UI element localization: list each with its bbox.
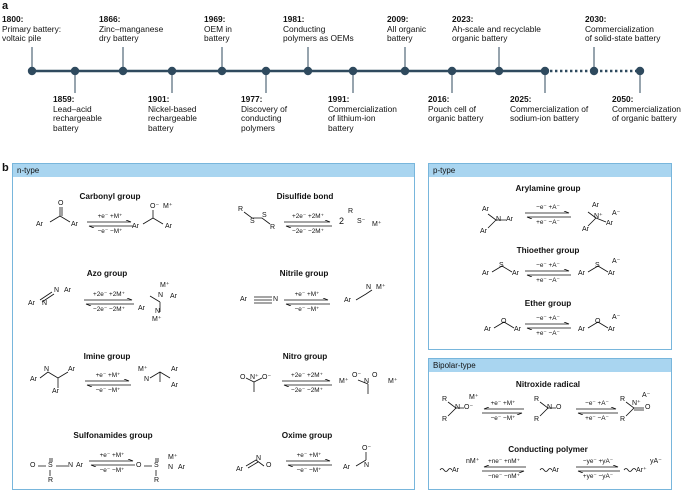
timeline-below-6-dot	[636, 67, 644, 75]
timeline-above-3-dot	[304, 67, 312, 75]
nitroxide-oxidation-rxn: −e⁻ +A⁻ +e⁻ −A⁻	[576, 400, 618, 422]
nitroxide-a-minus: A⁻	[642, 392, 651, 399]
polymer-ar-plus: Ar⁺	[636, 467, 647, 474]
nitroxide-r-6: R	[620, 416, 626, 423]
carbonyl-ar-1: Ar	[36, 221, 43, 228]
ether-o-plus: O	[595, 318, 601, 325]
event-1866: 1866: Zinc–manganese dry battery	[99, 14, 164, 44]
nitrile-rxn: +e⁻ +M⁺ −e⁻ −M⁺	[284, 291, 330, 313]
azo-m-plus-2: M⁺	[152, 316, 162, 323]
ether-a-minus: A⁻	[612, 314, 621, 321]
timeline-above-0-dot	[28, 67, 36, 75]
nitroxide-n-2: N	[547, 404, 553, 411]
thioether-ar-1: Ar	[482, 270, 489, 277]
imine-ar-1: Ar	[30, 376, 37, 383]
timeline-above-1-dot	[119, 67, 127, 75]
event-2023: 2023: Ah-scale and recyclable organic battery	[452, 14, 541, 44]
nitroxide-r-2: R	[442, 416, 448, 423]
polymer-ar-1: Ar	[452, 467, 459, 474]
nitrile-title: Nitrile group	[279, 269, 329, 278]
thioether-rxn: −e⁻ +A⁻ +e⁻ −A⁻	[525, 262, 571, 284]
event-1969: 1969: OEM in battery	[204, 14, 232, 44]
nitroxide-n-plus: N⁺	[632, 400, 641, 407]
imine-ar-4: Ar	[171, 366, 178, 373]
event-2016: 2016: Pouch cell of organic battery	[428, 94, 484, 124]
ether-title: Ether group	[524, 299, 572, 308]
azo-n-2: N	[54, 287, 60, 294]
azo-rxn: +2e⁻ +2M⁺ −2e⁻ −2M⁺	[84, 291, 134, 313]
sulfonamide-r-1: R	[48, 477, 54, 484]
azo-title: Azo group	[86, 269, 128, 278]
timeline-above-6-dot	[590, 67, 598, 75]
nitro-title: Nitro group	[282, 352, 328, 361]
timeline-below-5-dot	[541, 67, 549, 75]
carbonyl-o: O	[58, 200, 64, 207]
sulfonamides-title: Sulfonamides group	[73, 431, 153, 440]
nitroxide-r-4: R	[534, 416, 540, 423]
azo-n-1: N	[42, 300, 48, 307]
disulfide-r-2: R	[270, 224, 276, 231]
oxime-o-1: O	[266, 462, 272, 469]
disulfide-s-minus: S⁻	[357, 218, 366, 225]
thioether-ar-4: Ar	[608, 270, 615, 277]
oxime-n-1: N	[256, 455, 262, 462]
imine-n: N	[44, 366, 50, 373]
arylamine-ar-5: Ar	[606, 220, 613, 227]
sulfonamide-s-2: S	[154, 462, 159, 469]
disulfide-s-2: S	[262, 212, 267, 219]
timeline-below-3-dot	[349, 67, 357, 75]
disulfide-s-1: S	[250, 218, 255, 225]
imine-title: Imine group	[83, 352, 131, 361]
ether-o-1: O	[501, 318, 507, 325]
ether-rxn: −e⁻ +A⁻ +e⁻ −A⁻	[525, 315, 571, 337]
carbonyl-m-plus: M⁺	[163, 203, 173, 210]
arylamine-ar-2: Ar	[506, 216, 513, 223]
arylamine-n-plus: N⁺	[594, 213, 603, 220]
thioether-title: Thioether group	[516, 246, 580, 255]
oxime-title: Oxime group	[281, 431, 333, 440]
nitroxide-o-3: O	[645, 404, 651, 411]
carbonyl-ar-3: Ar	[132, 223, 139, 230]
nitro-o-minus-2: O⁻	[352, 372, 362, 379]
sulfonamide-n-2: N	[168, 464, 174, 471]
nitroxide-o-minus: O⁻	[464, 404, 474, 411]
imine-rxn: +e⁻ +M⁺ −e⁻ −M⁺	[85, 372, 131, 394]
timeline-above-4-dot	[401, 67, 409, 75]
sulfonamide-o-2: O	[136, 462, 142, 469]
sulfonamides-rxn: +e⁻ +M⁺ −e⁻ −M⁺	[89, 452, 135, 474]
nitro-n: N	[364, 378, 370, 385]
arylamine-ar-4: Ar	[592, 202, 599, 209]
sulfonamide-n-1: N	[68, 462, 74, 469]
azo-ar-3: Ar	[170, 293, 177, 300]
panel-a-label: a	[2, 0, 9, 12]
sulfonamide-r-2: R	[154, 477, 160, 484]
timeline-below-2-dot	[262, 67, 270, 75]
imine-n-minus: N	[144, 376, 150, 383]
conducting-polymer-title: Conducting polymer	[508, 445, 588, 454]
carbonyl-rxn: +e⁻ +M⁺ −e⁻ −M⁺	[87, 213, 133, 235]
nitroxide-title: Nitroxide radical	[515, 380, 581, 389]
nitrile-n-minus: N	[366, 284, 372, 291]
imine-ar-3: Ar	[52, 388, 59, 395]
sulfonamide-s-1: S	[48, 462, 53, 469]
nitro-n-plus: N⁺	[250, 374, 259, 381]
sulfonamide-m-plus: M⁺	[168, 454, 178, 461]
carbonyl-title: Carbonyl group	[79, 192, 141, 201]
nitroxide-m-plus: M⁺	[469, 394, 479, 401]
bipolar-type-header: Bipolar-type	[429, 359, 671, 372]
disulfide-r-3: R	[348, 208, 354, 215]
nitro-m-plus-2: M⁺	[388, 378, 398, 385]
imine-m-plus: M⁺	[138, 366, 148, 373]
nitroxide-reduction-rxn: +e⁻ +M⁺ −e⁻ −M⁺	[482, 400, 524, 422]
timeline-below-0-dot	[71, 67, 79, 75]
polymer-oxidation-rxn: −ye⁻ +yA⁻ +ye⁻ −yA⁻	[576, 458, 620, 480]
nitroxide-r-3: R	[534, 396, 540, 403]
ether-ar-1: Ar	[484, 326, 491, 333]
nitrile-m-plus: M⁺	[376, 284, 386, 291]
nitrile-ar-1: Ar	[240, 296, 247, 303]
nitro-rxn: +2e⁻ +2M⁺ −2e⁻ −2M⁺	[282, 372, 332, 394]
event-2050: 2050: Commercialization of organic battery	[612, 94, 681, 124]
imine-ar-5: Ar	[171, 382, 178, 389]
sulfonamide-ar-1: Ar	[76, 462, 83, 469]
timeline-below-4-dot	[448, 67, 456, 75]
polymer-n-m-plus: nM⁺	[466, 458, 480, 465]
event-1800: 1800: Primary battery: voltaic pile	[2, 14, 62, 44]
carbonyl-ar-2: Ar	[71, 221, 78, 228]
timeline-above-5-dot	[495, 67, 503, 75]
n-type-header: n-type	[13, 164, 414, 177]
timeline-above-2-dot	[218, 67, 226, 75]
arylamine-ar-6: Ar	[582, 226, 589, 233]
event-1977: 1977: Discovery of conducting polymers	[241, 94, 288, 133]
sulfonamide-o-1: O	[30, 462, 36, 469]
thioether-s-plus: S	[595, 262, 600, 269]
event-1991: 1991: Commercialization of lithium-ion battery	[328, 94, 397, 133]
arylamine-a-minus: A⁻	[612, 210, 621, 217]
nitro-o-minus: O⁻	[262, 374, 272, 381]
disulfide-r-1: R	[238, 206, 244, 213]
thioether-a-minus: A⁻	[612, 258, 621, 265]
event-2009: 2009: All organic battery	[387, 14, 427, 44]
p-type-header: p-type	[429, 164, 671, 177]
event-1859: 1859: Lead–acid rechargeable battery	[53, 94, 102, 133]
nitroxide-n-1: N	[455, 404, 461, 411]
nitro-o-2: O	[372, 372, 378, 379]
polymer-reduction-rxn: +ne⁻ +nM⁺ −ne⁻ −nM⁺	[482, 458, 526, 480]
nitrile-ar-2: Ar	[344, 297, 351, 304]
disulfide-coef: 2	[339, 216, 345, 226]
nitroxide-o-2: O	[556, 404, 562, 411]
polymer-ar-2: Ar	[552, 467, 559, 474]
n-type-box	[12, 163, 415, 490]
oxime-ar-2: Ar	[343, 464, 350, 471]
nitrile-n-1: N	[273, 296, 279, 303]
ether-ar-3: Ar	[578, 326, 585, 333]
azo-ar-2: Ar	[64, 287, 71, 294]
azo-n-3: N	[158, 292, 164, 299]
thioether-s-1: S	[499, 262, 504, 269]
thioether-ar-3: Ar	[578, 270, 585, 277]
thioether-ar-2: Ar	[512, 270, 519, 277]
event-1901: 1901: Nickel-based rechargeable battery	[148, 94, 197, 133]
nitro-m-plus-1: M⁺	[339, 378, 349, 385]
panel-b-label: b	[2, 162, 9, 174]
azo-n-4: N	[155, 308, 161, 315]
arylamine-title: Arylamine group	[515, 184, 581, 193]
oxime-rxn: +e⁻ +M⁺ −e⁻ −M⁺	[286, 452, 332, 474]
nitroxide-r-5: R	[620, 396, 626, 403]
sulfonamide-ar-2: Ar	[178, 464, 185, 471]
arylamine-rxn: −e⁻ +A⁻ +e⁻ −A⁻	[525, 204, 571, 226]
disulfide-m-plus: M⁺	[372, 221, 382, 228]
azo-ar-1: Ar	[28, 300, 35, 307]
polymer-y-a-minus: yA⁻	[650, 458, 662, 465]
timeline-below-1-dot	[168, 67, 176, 75]
event-1981: 1981: Conducting polymers as OEMs	[283, 14, 354, 44]
oxime-o-minus: O⁻	[362, 445, 372, 452]
carbonyl-ar-4: Ar	[165, 223, 172, 230]
azo-ar-4: Ar	[138, 305, 145, 312]
ether-ar-2: Ar	[514, 326, 521, 333]
event-2025: 2025: Commercialization of sodium-ion battery	[510, 94, 589, 124]
imine-ar-2: Ar	[68, 366, 75, 373]
nitro-o-1: O	[240, 374, 246, 381]
carbonyl-o-minus: O⁻	[150, 203, 160, 210]
oxime-ar-1: Ar	[236, 466, 243, 473]
arylamine-ar-1: Ar	[482, 206, 489, 213]
disulfide-rxn: +2e⁻ +2M⁺ −2e⁻ −2M⁺	[284, 213, 332, 235]
arylamine-ar-3: Ar	[480, 228, 487, 235]
nitroxide-r-1: R	[442, 396, 448, 403]
arylamine-n-1: N	[496, 216, 502, 223]
event-2030: 2030: Commercialization of solid-state battery	[585, 14, 661, 44]
oxime-n-2: N	[364, 462, 370, 469]
ether-ar-4: Ar	[608, 326, 615, 333]
disulfide-title: Disulfide bond	[276, 192, 334, 201]
azo-m-plus-1: M⁺	[160, 282, 170, 289]
